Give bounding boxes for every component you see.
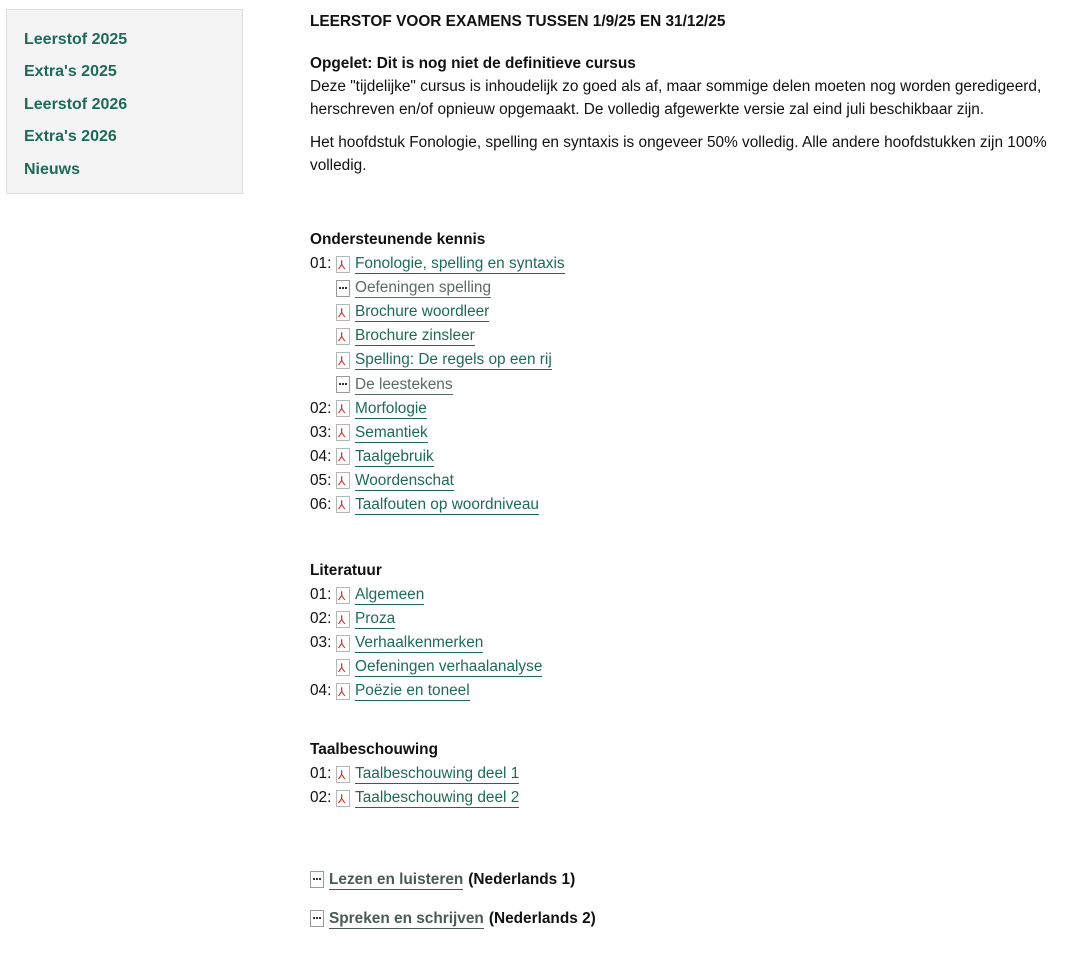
sidebar-item-leerstof-2025[interactable]: Leerstof 2025 (24, 31, 128, 48)
pdf-icon (336, 400, 350, 417)
chapter-link[interactable]: Brochure woordleer (355, 303, 490, 321)
pdf-icon (336, 328, 350, 345)
warning-text: Deze "tijdelijke" cursus is inhoudelijk zo goed als af, maar sommige delen moeten nog worden geredigeerd, herschreven en/of opnieuw opgemaakt. De volledig afgewerkte versie zal eind juli beschikbaar zijn. (310, 78, 1042, 118)
chapter-list (310, 252, 565, 517)
list-item (310, 276, 565, 300)
chapter-link[interactable]: Algemeen (355, 586, 425, 604)
chapter-link[interactable]: Taalfouten op woordniveau (355, 495, 539, 513)
section-title: Taalbeschouwing (310, 741, 438, 758)
chapter-link[interactable]: Taalbeschouwing deel 2 (355, 789, 520, 807)
list-item (310, 679, 542, 703)
section-title: Literatuur (310, 562, 382, 579)
list-item (310, 252, 565, 276)
list-item (310, 421, 565, 445)
chapter-link[interactable]: Semantiek (355, 423, 428, 441)
list-item (310, 493, 565, 517)
list-item (310, 445, 565, 469)
chapter-link[interactable]: Proza (355, 610, 396, 628)
status-paragraph: Het hoofdstuk Fonologie, spelling en syntaxis is ongeveer 50% volledig. Alle andere hoofdstukken zijn 100% volledig. (310, 134, 1047, 174)
footer-lezen (310, 868, 575, 891)
chapter-link[interactable]: Poëzie en toneel (355, 682, 470, 700)
chapter-link[interactable]: Spelling: De regels op een rij (355, 351, 552, 369)
pdf-icon (336, 304, 350, 321)
list-item (310, 762, 519, 786)
pdf-icon (336, 472, 350, 489)
sidebar-item-nieuws[interactable]: Nieuws (24, 160, 81, 178)
chapter-number: 02: (310, 789, 332, 807)
sidebar-nav (6, 9, 243, 194)
pdf-icon (336, 790, 350, 807)
chapter-link[interactable]: Fonologie, spelling en syntaxis (355, 255, 565, 273)
main-content (310, 11, 1080, 927)
chapter-number: 02: (310, 610, 332, 628)
list-item (310, 348, 565, 372)
pdf-icon (336, 683, 350, 700)
chapter-link[interactable]: Verhaalkenmerken (355, 634, 484, 652)
chapter-number: 01: (310, 255, 332, 273)
pdf-icon (336, 256, 350, 273)
section-title: Ondersteunende kennis (310, 231, 486, 248)
chapter-link[interactable]: Brochure zinsleer (355, 327, 475, 345)
chapter-link[interactable]: Taalgebruik (355, 447, 434, 465)
sidebar-item-leerstof-2026[interactable]: Leerstof 2026 (24, 95, 128, 113)
list-item (310, 655, 542, 679)
warning-title: Opgelet: Dit is nog niet de definitieve cursus (310, 55, 636, 72)
section-ondersteunende-kennis (310, 228, 565, 517)
chapter-number: 01: (310, 765, 332, 783)
list-item (310, 631, 542, 655)
chapter-link[interactable]: Morfologie (355, 399, 427, 417)
document-icon (336, 376, 350, 393)
list-item (310, 324, 565, 348)
list-item (310, 372, 565, 396)
footer-spreken (310, 907, 596, 930)
list-item (310, 786, 519, 810)
chapter-number: 03: (310, 423, 332, 441)
chapter-number: 02: (310, 399, 332, 417)
chapter-number: 03: (310, 634, 332, 652)
section-taalbeschouwing (310, 738, 519, 810)
pdf-icon (336, 766, 350, 783)
sidebar-item-extras-2026[interactable]: Extra's 2026 (24, 128, 117, 146)
warning-paragraph (310, 52, 1080, 121)
list-item (310, 397, 565, 421)
pdf-icon (336, 352, 350, 369)
chapter-link[interactable]: Oefeningen verhaalanalyse (355, 658, 543, 676)
pdf-icon (336, 424, 350, 441)
chapter-link[interactable]: Woordenschat (355, 471, 454, 489)
chapter-number: 01: (310, 586, 332, 604)
chapter-number: 04: (310, 682, 332, 700)
pdf-icon (336, 496, 350, 513)
document-icon (310, 910, 324, 927)
page-title: LEERSTOF VOOR EXAMENS TUSSEN 1/9/25 EN 31/12/25 (310, 13, 726, 30)
spreken-schrijven-link[interactable]: Spreken en schrijven (329, 909, 484, 927)
chapter-link[interactable]: Taalbeschouwing deel 1 (355, 765, 520, 783)
section-literatuur (310, 559, 542, 703)
chapter-link[interactable]: Oefeningen spelling (355, 279, 492, 297)
pdf-icon (336, 448, 350, 465)
lezen-luisteren-link[interactable]: Lezen en luisteren (329, 870, 464, 888)
sidebar-item-extras-2025[interactable]: Extra's 2025 (24, 63, 117, 81)
list-item (310, 583, 542, 607)
chapter-link[interactable]: De leestekens (355, 375, 453, 393)
pdf-icon (336, 587, 350, 604)
document-icon (310, 871, 324, 888)
chapter-list (310, 583, 542, 703)
list-item (310, 607, 542, 631)
list-item (310, 469, 565, 493)
lezen-suffix: (Nederlands 1) (468, 871, 576, 888)
pdf-icon (336, 635, 350, 652)
chapter-list (310, 762, 519, 810)
spreken-suffix: (Nederlands 2) (488, 910, 596, 927)
list-item (310, 300, 565, 324)
pdf-icon (336, 659, 350, 676)
document-icon (336, 280, 350, 297)
chapter-number: 04: (310, 447, 332, 465)
chapter-number: 06: (310, 495, 332, 513)
chapter-number: 05: (310, 471, 332, 489)
pdf-icon (336, 611, 350, 628)
